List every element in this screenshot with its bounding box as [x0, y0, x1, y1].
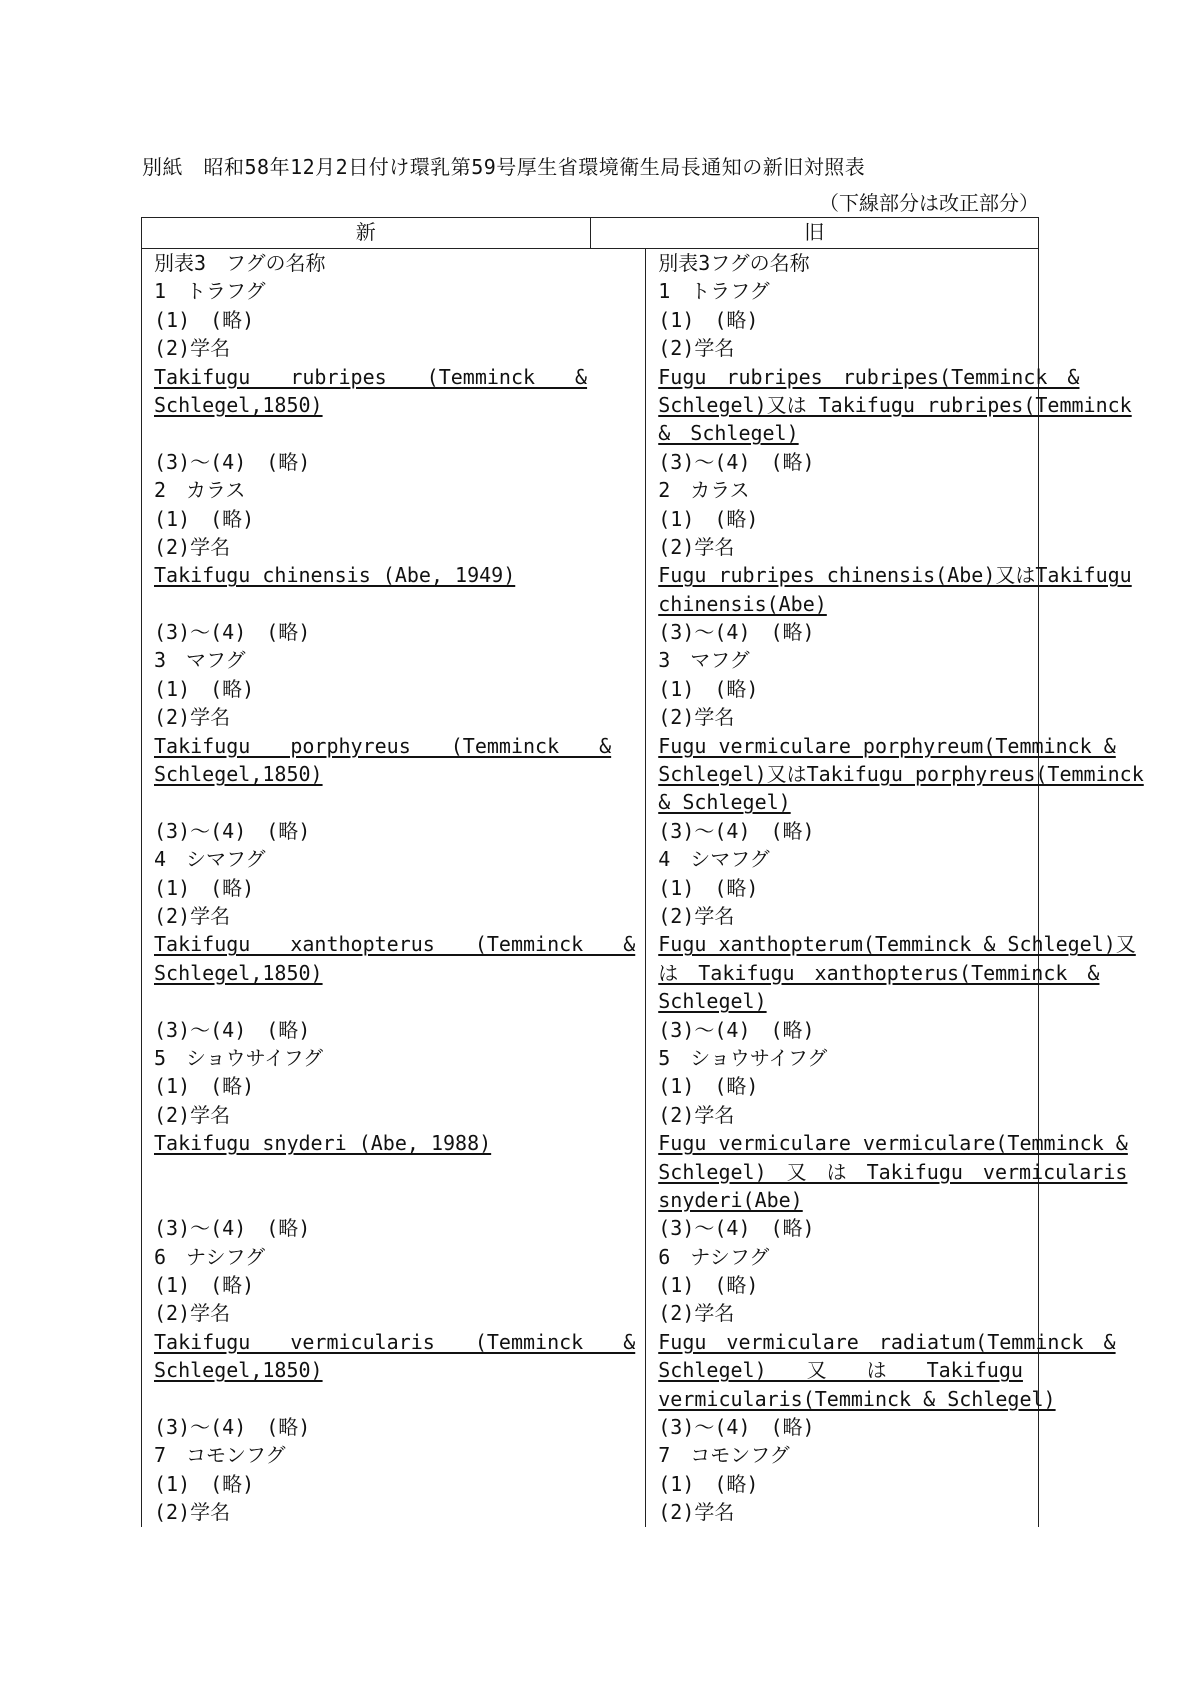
- new-fish2-sci-line1: Takifugu chinensis (Abe, 1949): [154, 563, 516, 588]
- new-fish3-item34: (3)～(4) (略): [154, 818, 311, 843]
- new-table-title: 別表3 フグの名称: [154, 251, 326, 275]
- new-fish5-sci-line1: Takifugu snyderi (Abe, 1988): [154, 1131, 492, 1156]
- old-fish7-item1: (1) (略): [658, 1471, 759, 1496]
- comparison-table: [141, 217, 1144, 1527]
- new-fish3-item2: (2)学名: [154, 705, 231, 730]
- new-fish5-heading: 5 ショウサイフグ: [154, 1045, 324, 1070]
- old-fish1-item2: (2)学名: [658, 336, 735, 361]
- new-fish4-item1: (1) (略): [154, 875, 255, 900]
- old-fish2-heading: 2 カラス: [658, 478, 750, 503]
- new-fish2-item2: (2)学名: [154, 534, 231, 559]
- new-fish4-item2: (2)学名: [154, 903, 231, 928]
- old-column: [646, 249, 1154, 1527]
- new-fish3-sci-line1: Takifugu porphyreus (Temminck &: [154, 733, 612, 758]
- old-fish4-sci-line2: は Takifugu xanthopterus(Temminck &: [658, 960, 1100, 985]
- new-fish1-sci-line2: Schlegel,1850): [154, 392, 323, 417]
- new-fish5-item2: (2)学名: [154, 1102, 231, 1127]
- new-fish6-item34: (3)～(4) (略): [154, 1415, 311, 1440]
- old-fish6-item2: (2)学名: [658, 1301, 735, 1326]
- new-fish2-item34: (3)～(4) (略): [154, 620, 311, 645]
- old-fish3-sci-line3: & Schlegel): [658, 790, 791, 815]
- underline-note: （下線部分は改正部分）: [819, 191, 1039, 215]
- old-fish4-item34: (3)～(4) (略): [658, 1017, 815, 1042]
- old-fish4-sci-line1: Fugu xanthopterum(Temminck & Schlegel)又: [658, 932, 1136, 957]
- old-fish4-heading: 4 シマフグ: [658, 847, 770, 872]
- new-fish1-item34: (3)～(4) (略): [154, 449, 311, 474]
- old-fish5-sci-line2: Schlegel) 又 は Takifugu vermicularis: [658, 1159, 1128, 1184]
- old-fish6-item1: (1) (略): [658, 1273, 759, 1298]
- old-fish3-heading: 3 マフグ: [658, 648, 750, 673]
- old-fish3-item1: (1) (略): [658, 676, 759, 701]
- new-fish3-sci-line2: Schlegel,1850): [154, 762, 323, 787]
- old-fish6-sci-line2: Schlegel) 又 は Takifugu: [658, 1358, 1023, 1383]
- old-fish1-heading: 1 トラフグ: [658, 279, 770, 304]
- old-fish5-item34: (3)～(4) (略): [658, 1216, 815, 1241]
- old-fish1-item1: (1) (略): [658, 307, 759, 332]
- new-fish6-heading: 6 ナシフグ: [154, 1244, 266, 1269]
- new-fish1-item1: (1) (略): [154, 307, 255, 332]
- old-fish1-sci-line1: Fugu rubripes rubripes(Temminck &: [658, 364, 1080, 389]
- old-fish2-sci-line2: chinensis(Abe): [658, 591, 827, 616]
- old-fish3-sci-line2: Schlegel)又はTakifugu porphyreus(Temminck: [658, 762, 1144, 787]
- header-new: 新: [142, 218, 591, 248]
- table-header-row: [142, 218, 1038, 249]
- old-fish6-sci-line3: vermicularis(Temminck & Schlegel): [658, 1386, 1056, 1411]
- old-fish5-item1: (1) (略): [658, 1074, 759, 1099]
- new-fish6-item2: (2)学名: [154, 1301, 231, 1326]
- old-fish2-item1: (1) (略): [658, 506, 759, 531]
- new-fish6-sci-line2: Schlegel,1850): [154, 1358, 323, 1383]
- old-fish5-heading: 5 ショウサイフグ: [658, 1045, 828, 1070]
- old-fish3-item34: (3)～(4) (略): [658, 818, 815, 843]
- old-fish2-sci-line1: Fugu rubripes chinensis(Abe)又はTakifugu: [658, 563, 1132, 588]
- old-fish4-sci-line3: Schlegel): [658, 989, 767, 1014]
- old-fish5-sci-line3: snyderi(Abe): [658, 1187, 803, 1212]
- old-fish1-sci-line2: Schlegel)又は Takifugu rubripes(Temminck: [658, 392, 1132, 417]
- old-fish5-sci-line1: Fugu vermiculare vermiculare(Temminck &: [658, 1131, 1128, 1156]
- new-column: [142, 249, 646, 1527]
- old-fish4-item2: (2)学名: [658, 903, 735, 928]
- new-fish2-item1: (1) (略): [154, 506, 255, 531]
- new-fish4-item34: (3)～(4) (略): [154, 1017, 311, 1042]
- new-fish6-item1: (1) (略): [154, 1273, 255, 1298]
- new-fish3-heading: 3 マフグ: [154, 648, 246, 673]
- document-title: 別紙 昭和58年12月2日付け環乳第59号厚生省環境衛生局長通知の新旧対照表: [142, 155, 866, 179]
- old-fish6-heading: 6 ナシフグ: [658, 1244, 770, 1269]
- old-table-title: 別表3フグの名称: [658, 251, 810, 275]
- old-fish7-item2: (2)学名: [658, 1500, 735, 1525]
- old-fish3-item2: (2)学名: [658, 705, 735, 730]
- new-fish1-item2: (2)学名: [154, 336, 231, 361]
- new-fish4-heading: 4 シマフグ: [154, 847, 266, 872]
- old-fish3-sci-line1: Fugu vermiculare porphyreum(Temminck &: [658, 733, 1116, 758]
- new-fish1-sci-line1: Takifugu rubripes (Temminck &: [154, 364, 588, 389]
- new-fish4-sci-line2: Schlegel,1850): [154, 960, 323, 985]
- old-fish7-heading: 7 コモンフグ: [658, 1443, 790, 1468]
- new-fish6-sci-line1: Takifugu vermicularis (Temminck &: [154, 1329, 636, 1354]
- new-fish2-heading: 2 カラス: [154, 478, 246, 503]
- old-fish5-item2: (2)学名: [658, 1102, 735, 1127]
- new-fish4-sci-line1: Takifugu xanthopterus (Temminck &: [154, 932, 636, 957]
- old-fish1-sci-line3: & Schlegel): [658, 421, 799, 446]
- header-old: 旧: [804, 220, 825, 244]
- old-fish4-item1: (1) (略): [658, 875, 759, 900]
- old-fish2-item2: (2)学名: [658, 534, 735, 559]
- new-fish7-item2: (2)学名: [154, 1500, 231, 1525]
- new-fish7-item1: (1) (略): [154, 1471, 255, 1496]
- new-fish1-heading: 1 トラフグ: [154, 279, 266, 304]
- new-fish5-item1: (1) (略): [154, 1074, 255, 1099]
- old-fish1-item34: (3)～(4) (略): [658, 449, 815, 474]
- old-fish6-item34: (3)～(4) (略): [658, 1415, 815, 1440]
- old-fish2-item34: (3)～(4) (略): [658, 620, 815, 645]
- new-fish7-heading: 7 コモンフグ: [154, 1443, 286, 1468]
- old-fish6-sci-line1: Fugu vermiculare radiatum(Temminck &: [658, 1329, 1116, 1354]
- new-fish3-item1: (1) (略): [154, 676, 255, 701]
- new-fish5-item34: (3)～(4) (略): [154, 1216, 311, 1241]
- table-body-row: [142, 249, 1144, 1527]
